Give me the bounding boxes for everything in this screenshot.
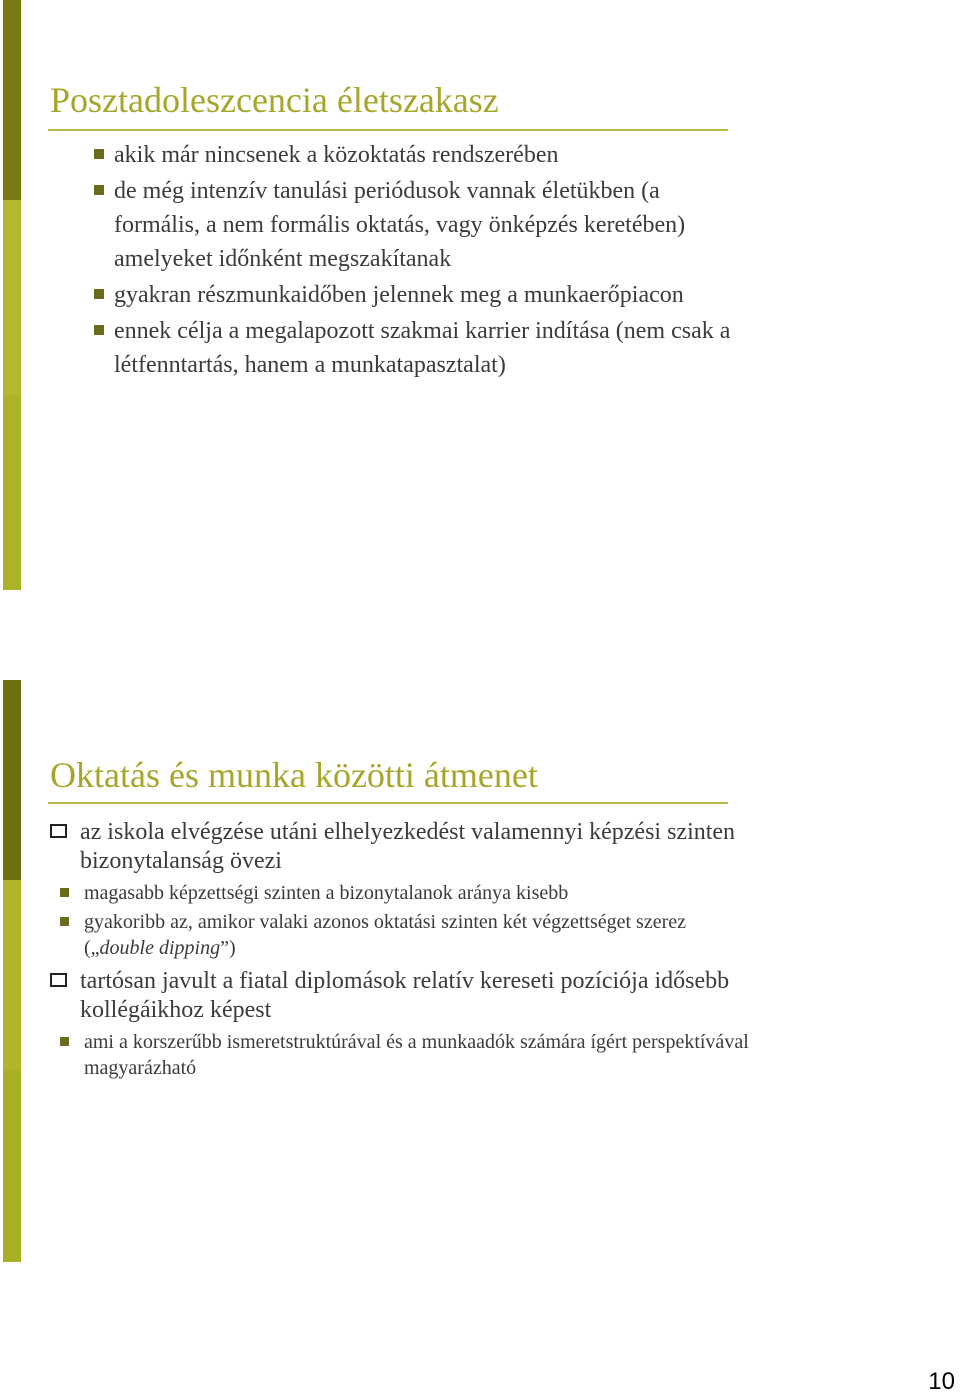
slide-title: Oktatás és munka közötti átmenet xyxy=(50,755,538,795)
accent-segment-light xyxy=(3,200,21,395)
sub-bullet-text: gyakoribb az, amikor valaki azonos oktatási szinten két végzettséget szerez („ xyxy=(84,911,686,959)
hollow-square-bullet-icon xyxy=(50,973,67,987)
italic-term: double dipping xyxy=(99,937,221,959)
square-bullet-icon xyxy=(60,888,69,897)
accent-segment-light xyxy=(3,395,21,590)
bullet-text: ennek célja a megalapozott szakmai karrier indítása (nem csak a létfenntartás, hanem a munkatapasztalat) xyxy=(114,318,731,378)
slide-2 xyxy=(0,680,960,1265)
sub-bullet-list xyxy=(60,1029,750,1081)
list-item xyxy=(94,138,744,172)
sub-bullet-text: magasabb képzettségi szinten a bizonytalanok aránya kisebb xyxy=(84,882,569,904)
page-number: 10 xyxy=(928,1368,955,1395)
list-item xyxy=(94,174,744,276)
square-bullet-icon xyxy=(94,289,104,299)
title-underline xyxy=(48,129,728,131)
square-bullet-icon xyxy=(94,325,104,335)
hollow-square-bullet-icon xyxy=(50,824,67,838)
list-item xyxy=(50,967,740,1025)
slide-title: Posztadoleszcencia életszakasz xyxy=(50,80,499,120)
list-item xyxy=(94,278,744,312)
bullet-text: az iskola elvégzése utáni elhelyezkedést valamennyi képzési szinten bizonytalanság övezi xyxy=(80,819,736,874)
sub-bullet-text-suffix: ”) xyxy=(220,937,236,959)
list-item xyxy=(94,314,744,382)
bullet-list xyxy=(94,138,744,384)
bullet-text: gyakran részmunkaidőben jelennek meg a munkaerőpiacon xyxy=(114,282,684,308)
sub-list-item xyxy=(60,880,750,906)
left-accent-bar xyxy=(3,680,21,1262)
square-bullet-icon xyxy=(60,1037,69,1046)
bullet-list xyxy=(50,818,749,1087)
sub-list-item xyxy=(60,1029,750,1081)
left-accent-bar xyxy=(3,0,21,590)
title-underline xyxy=(48,802,728,804)
bullet-text: de még intenzív tanulási periódusok vannak életükben (a formális, a nem formális oktatás, vagy önképzés keretében) amelyeket időnként megszakítanak xyxy=(114,178,686,272)
accent-segment-light xyxy=(3,1070,21,1262)
sub-bullet-list xyxy=(60,880,750,961)
list-item xyxy=(50,818,740,876)
square-bullet-icon xyxy=(94,185,104,195)
accent-segment-light xyxy=(3,880,21,1070)
sub-list-item xyxy=(60,909,750,961)
square-bullet-icon xyxy=(60,917,69,926)
accent-segment-dark xyxy=(3,0,21,200)
sub-bullet-text: ami a korszerűbb ismeretstruktúrával és a munkaadók számára ígért perspektívával magyarázható xyxy=(84,1031,749,1079)
bullet-text: akik már nincsenek a közoktatás rendszerében xyxy=(114,142,559,168)
accent-segment-dark xyxy=(3,680,21,880)
slide-1 xyxy=(0,0,960,590)
bullet-text: tartósan javult a fiatal diplomások relatív kereseti pozíciója idősebb kollégáikhoz képest xyxy=(80,968,730,1023)
square-bullet-icon xyxy=(94,149,104,159)
